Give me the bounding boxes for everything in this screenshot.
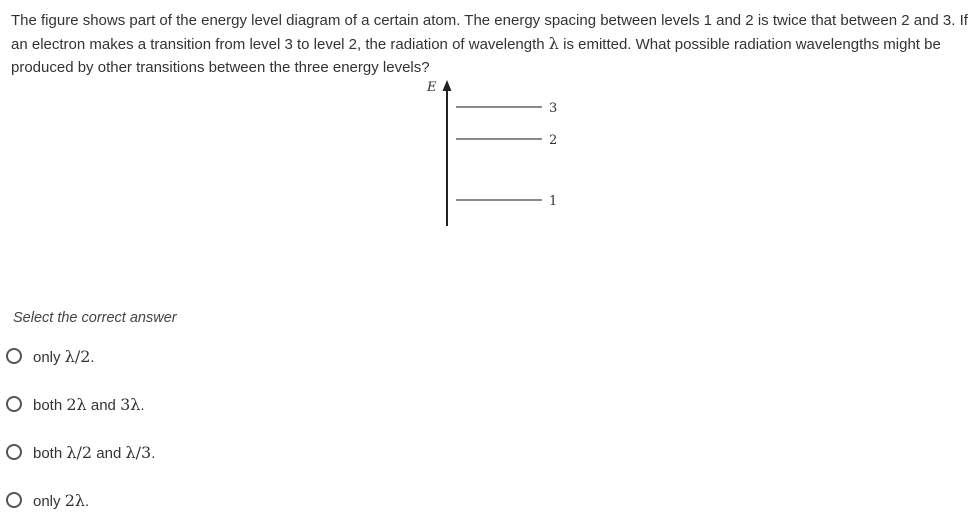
answer-option-d-label[interactable] (33, 491, 89, 510)
radio-button-d[interactable] (6, 492, 22, 508)
answer-option-b-label[interactable] (33, 395, 145, 414)
option-c-math-1: λ/2 (66, 442, 93, 462)
option-d-text: only (33, 492, 65, 510)
option-c-end: . (151, 444, 156, 462)
lambda-symbol: λ (548, 34, 559, 53)
question-text-part2: is emitted. What possible radiation wavelengths might be produced by other transitions between the three energy levels? (11, 36, 941, 76)
option-b-conjunction: and (86, 396, 121, 414)
option-a-math: λ/2 (64, 346, 91, 366)
option-c-math-2: λ/3 (125, 442, 152, 462)
answer-option-d[interactable] (6, 488, 89, 512)
radio-button-a[interactable] (6, 348, 22, 364)
option-c-conjunction: and (92, 444, 126, 462)
option-a-text: only (33, 348, 65, 366)
option-b-math-1: 2λ (66, 394, 87, 414)
option-b-math-2: 3λ (120, 394, 141, 414)
question-text-part1: The figure shows part of the energy level diagram of a certain atom. The energy spacing between levels 1 and 2 is twice that between 2 and 3. If an electron makes a transition from level 3 to level 2, the radiation of wavelength (11, 12, 968, 53)
energy-axis-arrowhead (443, 80, 452, 91)
answer-option-b[interactable] (6, 392, 145, 416)
energy-level-2-label: 2 (549, 133, 558, 148)
answer-option-a[interactable] (6, 344, 95, 368)
option-b-end: . (140, 396, 145, 414)
energy-axis-label: E (427, 80, 437, 95)
energy-level-1-label: 1 (549, 194, 558, 209)
energy-level-3-label: 3 (549, 101, 558, 116)
option-d-end: . (85, 492, 90, 510)
select-answer-prompt: Select the correct answer (13, 310, 177, 326)
answer-option-c-label[interactable] (33, 443, 155, 462)
energy-level-diagram (418, 72, 578, 232)
answer-option-a-label[interactable] (33, 347, 95, 366)
option-d-math: 2λ (64, 490, 86, 510)
radio-button-b[interactable] (6, 396, 22, 412)
option-b-text: both (33, 396, 67, 414)
option-c-text: both (33, 444, 67, 462)
radio-button-c[interactable] (6, 444, 22, 460)
question-text (11, 9, 969, 79)
answer-option-c[interactable] (6, 440, 155, 464)
option-a-end: . (90, 348, 95, 366)
